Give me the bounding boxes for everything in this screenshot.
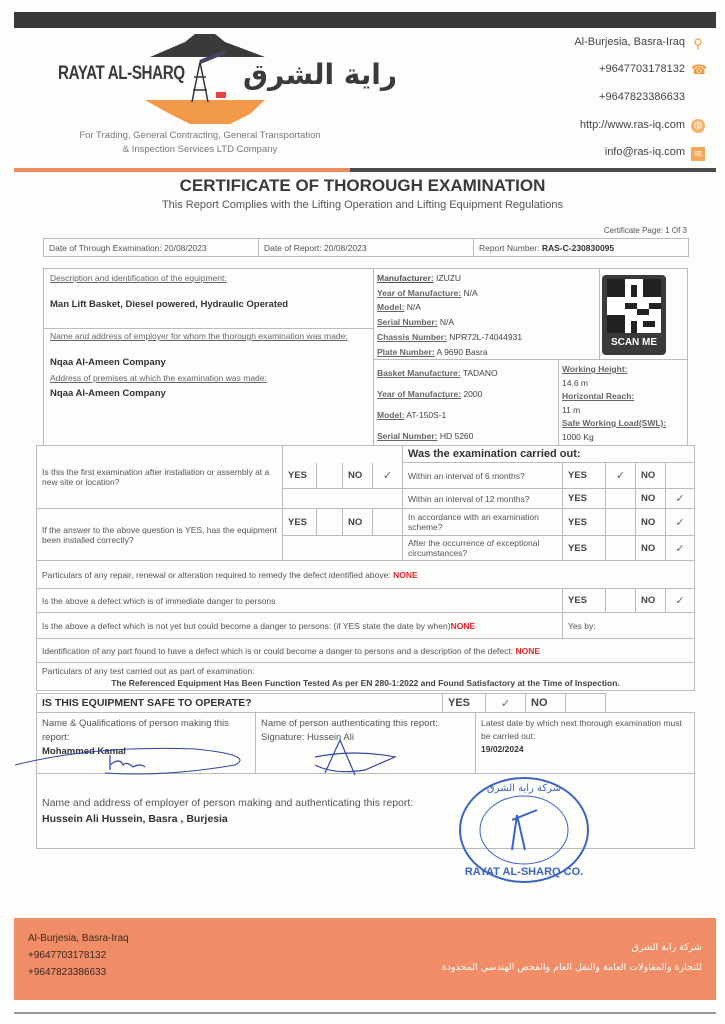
employer-value: Nqaa Al-Ameen Company — [50, 357, 166, 368]
swl-label: Safe Working Load(SWL): — [562, 418, 667, 428]
model: Model: N/A — [377, 302, 421, 313]
chassis-number: Chassis Number: NPR72L-74044931 — [377, 331, 523, 342]
footer-ar-line1: شركة راية الشرق — [631, 942, 702, 953]
q1-no-check[interactable]: ✓ — [373, 463, 403, 489]
scheme-no-check[interactable]: ✓ — [666, 509, 695, 536]
q2-yes-box[interactable] — [317, 509, 343, 536]
manufacturer: Manufacturer: IZUZU — [377, 273, 462, 283]
divider-orange — [14, 168, 350, 172]
location-pin-icon: ⚲ — [693, 36, 703, 51]
certificate-subtitle: This Report Complies with the Lifting Operation and Lifting Equipment Regulations — [161, 199, 564, 211]
footer-contacts — [28, 930, 129, 981]
premises-value: Nqaa Al-Ameen Company — [50, 388, 166, 399]
top-bar — [14, 12, 716, 28]
scheme-no: NO — [636, 509, 666, 536]
brand-name-en: RAYAT AL-SHARQ — [58, 63, 185, 84]
q1-text: Is this the first examination after installation or assembly at a new site or location? — [37, 446, 283, 509]
horizontal-reach-label: Horizontal Reach: — [562, 391, 635, 401]
next-exam — [476, 713, 695, 774]
basket-model: Model: AT-150S-1 — [377, 410, 447, 420]
horizontal-reach-value: 11 m — [562, 404, 581, 415]
equipment-section — [43, 268, 688, 446]
company-stamp — [457, 775, 592, 885]
basket-manufacture: Basket Manufacture: TADANO — [377, 368, 498, 378]
exceptional-yes: YES — [563, 536, 606, 561]
scheme-yes: YES — [563, 509, 606, 536]
carried-out-exceptional: After the occurrence of exceptional circumstances? — [403, 536, 563, 561]
12m-no-check[interactable]: ✓ — [666, 489, 695, 509]
swl-value: 1000 Kg — [562, 431, 594, 442]
footer-ar-line2: للتجارة والمقاولات العامة والنقل العام والفحص الهندسي المحدودة — [441, 962, 702, 973]
maker-name: Mohammed Kamal — [42, 746, 126, 757]
q2-yes: YES — [283, 509, 317, 536]
q2-text: If the answer to the above question is YES, has the equipment been installed correctly? — [37, 509, 283, 561]
safe-question: IS THIS EQUIPMENT SAFE TO OPERATE? — [37, 694, 443, 713]
basket-serial: Serial Number: HD 5260 — [377, 431, 474, 441]
repair-row: Particulars of any repair, renewal or alteration required to remedy the defect identified above: NONE — [37, 561, 695, 589]
qr-code[interactable] — [602, 275, 666, 355]
12m-yes: YES — [563, 489, 606, 509]
employer-label: Name and address of employer for whom the thorough examination was made: — [50, 331, 348, 341]
basket-year: Year of Manufacture: 2000 — [377, 389, 483, 399]
carried-out-6m: Within an interval of 6 months? — [403, 463, 563, 489]
carried-out-scheme: In accordance with an examination scheme? — [403, 509, 563, 536]
immediate-yes-box[interactable] — [606, 589, 636, 613]
exam-date: Date of Through Examination: 20/08/2023 — [44, 239, 259, 257]
logo-gear-bottom — [145, 100, 265, 124]
immediate-yes: YES — [563, 589, 606, 613]
plate-number: Plate Number: A 9690 Basra — [377, 346, 488, 357]
year-of-manufacture: Year of Manufacture: N/A — [377, 287, 478, 298]
footer-address: Al-Burjesia, Basra-Iraq — [28, 933, 129, 944]
scheme-yes-box[interactable] — [606, 509, 636, 536]
footer-band — [14, 918, 716, 1000]
mail-icon: ✉ — [691, 147, 705, 161]
qr-pattern-icon — [607, 279, 661, 333]
globe-icon: ◍ — [691, 119, 705, 133]
maker-label: Name & Qualifications of person making this report: — [42, 718, 229, 743]
footer-phone1: +9647703178132 — [28, 950, 107, 961]
contact-address: Al-Burjesia, Basra-Iraq — [574, 36, 685, 48]
yes-by: Yes by: — [563, 613, 695, 639]
serial-number: Serial Number: N/A — [377, 317, 454, 328]
logo-gear-top — [150, 34, 265, 57]
immediate-no-check[interactable]: ✓ — [666, 589, 695, 613]
6m-no-box[interactable] — [666, 463, 695, 489]
employer-reporter-label: Name and address of employer of person making and authenticating this report: — [42, 797, 414, 809]
safe-no: NO — [526, 694, 566, 713]
working-height-label: Working Height: — [562, 364, 628, 374]
contact-phone1: +9647703178132 — [599, 63, 685, 75]
6m-yes-check[interactable]: ✓ — [606, 463, 636, 489]
basket-details — [377, 363, 498, 447]
exceptional-no: NO — [636, 536, 666, 561]
specs — [562, 363, 666, 444]
certificate-title: CERTIFICATE OF THOROUGH EXAMINATION — [179, 176, 546, 195]
immediate-danger-text: Is the above a defect which is of immediate danger to persons — [37, 589, 563, 613]
working-height-value: 14.6 m — [562, 377, 588, 388]
contact-phone2: +9647823386633 — [599, 91, 685, 103]
contact-email[interactable]: info@ras-iq.com — [604, 146, 685, 158]
tagline-line1: For Trading, General Contracting, General Transportation — [79, 130, 321, 141]
safe-yes: YES — [443, 694, 486, 713]
exceptional-yes-box[interactable] — [606, 536, 636, 561]
q1-yes-box[interactable] — [317, 463, 343, 489]
q2-no-box[interactable] — [373, 509, 403, 536]
auth-signature: Signature: Hussein Ali — [261, 732, 354, 743]
tests-row — [37, 663, 695, 691]
phone-icon: ☎ — [691, 62, 708, 77]
next-exam-date: 19/02/2024 — [481, 744, 524, 754]
safe-to-operate-row — [36, 693, 695, 713]
vehicle-details — [377, 271, 522, 359]
tests-value: The Referenced Equipment Has Been Function Tested As per EN 280-1:2022 and Found Satisfactory at the Time of Inspection. — [111, 677, 620, 688]
identification-row: Identification of any part found to have a defect which is or could become a danger to persons and a description of the defect: NONE — [37, 639, 695, 663]
safe-no-box[interactable] — [566, 694, 606, 713]
q2-no: NO — [343, 509, 373, 536]
employer-reporter-value: Hussein Ali Hussein, Basra , Burjesia — [42, 813, 228, 825]
q1-yes: YES — [283, 463, 317, 489]
safe-yes-check[interactable]: ✓ — [486, 694, 526, 713]
brand-name-ar: راية الشرق — [243, 58, 398, 91]
carried-out-header: Was the examination carried out: — [403, 446, 695, 463]
scan-me-label: SCAN ME — [610, 337, 658, 348]
certificate-page: Certificate Page: 1 Of 3 — [603, 226, 687, 235]
examination-table — [36, 445, 695, 691]
tagline — [40, 129, 360, 157]
contact-website[interactable]: http://www.ras-iq.com — [579, 119, 685, 131]
6m-yes: YES — [563, 463, 606, 489]
12m-no: NO — [636, 489, 666, 509]
premises-label: Address of premises at which the examination was made: — [50, 373, 267, 383]
footer-arabic — [442, 938, 702, 978]
future-danger-text: Is the above a defect which is not yet but could become a danger to persons: (if YES state the date by when)NONE — [37, 613, 563, 639]
12m-yes-box[interactable] — [606, 489, 636, 509]
6m-no: NO — [636, 463, 666, 489]
description-label: Description and identification of the equipment: — [50, 273, 227, 283]
next-exam-label: Latest date by which next thorough examination must be carried out: — [481, 718, 682, 741]
report-date: Date of Report: 20/08/2023 — [259, 239, 474, 257]
bottom-line — [14, 1012, 716, 1014]
handwritten-signatures — [15, 735, 435, 785]
immediate-no: NO — [636, 589, 666, 613]
divider-dark — [350, 168, 716, 172]
auth-label: Name of person authenticating this report: — [261, 718, 438, 729]
carried-out-12m: Within an interval of 12 months? — [403, 489, 563, 509]
description-value: Man Lift Basket, Diesel powered, Hydraulic Operated — [50, 299, 289, 310]
stamp-text: RAYAT AL-SHARQ CO. — [464, 866, 584, 878]
q1-no: NO — [343, 463, 373, 489]
report-number: Report Number: RAS-C-230830095 — [474, 239, 689, 257]
tests-label: Particulars of any test carried out as part of examination: — [42, 665, 255, 676]
exceptional-no-check[interactable]: ✓ — [666, 536, 695, 561]
stamp-text-ar: شركة راية الشرق — [486, 783, 562, 794]
tagline-line2: & Inspection Services LTD Company — [122, 144, 278, 155]
footer-phone2: +9647823386633 — [28, 967, 107, 978]
dates-table — [43, 238, 689, 257]
